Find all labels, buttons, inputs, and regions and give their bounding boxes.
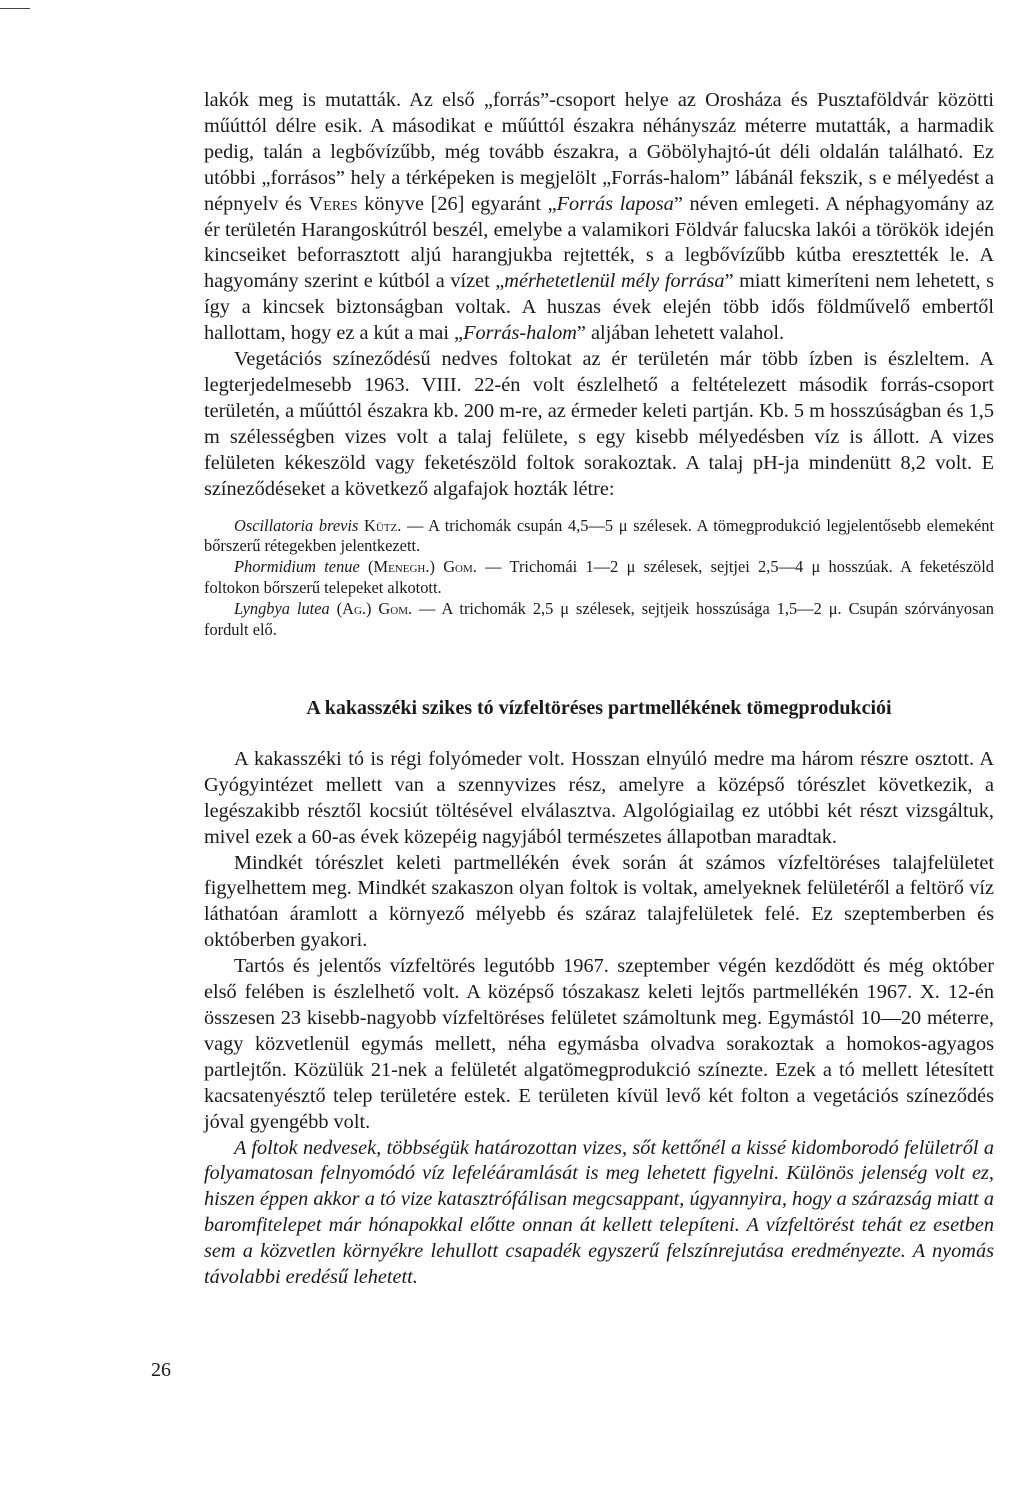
page-number: 26 xyxy=(151,1359,171,1381)
scan-edge-mark xyxy=(0,8,30,9)
italic-forrás-halom: Forrás-halom xyxy=(463,322,577,345)
section-heading: A kakasszéki szikes tó vízfeltöréses partmellékének tömegprodukciói xyxy=(306,696,892,719)
italic-forrás-laposa: Forrás laposa xyxy=(556,192,674,215)
species-item xyxy=(204,557,994,599)
italic-mély-forrása: mérhetetlenül mély forrása xyxy=(504,270,725,293)
paragraph-italic-foltok: A foltok nedvesek, többségük határozottan vizes, sőt kettőnél a kissé kidomborodó felületről a folyamatosan felnyomódó víz lefeléáramlását is meg lehetett figyelni. Különös jelenség volt ez, hiszen éppen akkor a tó vize katasztrófálisan megcsappant, úgyannyira, hogy a szárazság miatt a baromfitelepet már hónapokkal előtte onnan át kellett telepíteni. A vízfeltörést tehát ez esetben sem a közvetlen környékre lehullott csapadék egyszerű felszínrejutása eredményezte. A nyomás távolabbi eredésű lehetett. xyxy=(204,1136,994,1289)
species-author: (Menegh.) Gom. xyxy=(368,557,477,577)
species-list xyxy=(204,516,994,641)
section-kakasszék-text xyxy=(204,747,994,1291)
section-forrás-text xyxy=(204,88,994,503)
paragraph-vízfeltörés: Tartós és jelentős vízfeltörés legutóbb 1967. szeptember végén kezdődött és még október első felében is észlelhető volt. A középső tószakasz keleti lejtős partmellékén 1967. X. 12-én összesen 23 kisebb-nagyobb vízfeltöréses felületet számoltunk meg. Egymástól 10—20 méterre, vagy közvetlenül egymás mellett, néha egymásba olvadva sorakoztak a homokos-agyagos partlejtőn. Közülük 21-nek a felületét algatömegprodukció színezte. Ezek a tó mellett létesített kacsatenyésztő telep területére estek. E területen kívül levő két folton a vegetációs színeződés jóval gyengébb volt. xyxy=(204,955,994,1133)
author-veres: Veres xyxy=(308,192,358,215)
paragraph-kakasszéki-tó: A kakasszéki tó is régi folyómeder volt. Hosszan elnyúló medre ma három részre osztott. A Gyógyintézet mellett van a szennyvizes rész, amelyre a középső tórészlet következik, a legészakibb résztől kocsiút töltésével elválasztva. Algológiailag ez utóbbi két részt vizsgáltuk, mivel ezek a 60-as évek közepéig nagyjából természetes állapotban maradtak. xyxy=(204,747,994,848)
species-item xyxy=(204,516,994,558)
species-item xyxy=(204,599,994,641)
species-description: — A trichomák 2,5 μ szélesek, sejtjeik hosszúsága 1,5—2 μ. Csupán szórványosan fordult elő. xyxy=(204,599,994,640)
paragraph-tórészlet: Mindkét tórészlet keleti partmellékén évek során át számos vízfeltöréses talajfelületet figyelhettem meg. Mindkét szakaszon olyan foltok is voltak, amelyeknek felületéről a feltörő víz láthatóan áramlott a környező mélyebb és száraz talajfelületek felé. Ez szeptemberben és októberben gyakori. xyxy=(204,851,994,952)
species-author: Kütz. xyxy=(364,515,402,535)
paragraph-forrás-halom: lakók meg is mutatták. Az első „forrás”-csoport helye az Orosháza és Pusztaföldvár közötti műúttól délre esik. A másodikat e műúttól északra néhányszáz méterre mutatták, a harmadik pedig, talán a legbővízűbb, még tovább északra, a Göbölyhajtó-út déli oldalán található. Ez utóbbi „forrásos” hely a térképeken is megjelölt „Forrás-halom” lábánál fekszik, s e mélyedést a népnyelv és Veres könyve [26] egyaránt „Forrás laposa” néven emlegeti. A néphagyomány az ér területén Harangoskútról beszél, emelybe a valamikori Földvár falucska lakói a törökök idején kincseiket beforrasztott aljú harangjukba rejtették, s a legbővízűbb kútba eresztették le. A hagyomány szerint e kútból a vízet „mérhetetlenül mély forrása” miatt kimeríteni nem lehetett, s így a kincsek biztonságban voltak. A huszas évek elején több idős földművelő embertől hallottam, hogy ez a kút a mai „Forrás-halom” aljában lehetett valahol. xyxy=(204,89,994,345)
species-name: Phormidium tenue xyxy=(234,557,360,577)
paragraph-vegetációs: Vegetációs színeződésű nedves foltokat az ér területén már több ízben is észleltem. A legterjedelmesebb 1963. VIII. 22-én volt észlelhető a feltételezett második forrás-csoport területén, a műúttól északra kb. 200 m-re, az érmeder keleti partján. Kb. 5 m hosszúságban és 1,5 m szélességben vizes volt a talaj felülete, s egy kisebb mélyedésben víz is állott. A vizes felületen kékeszöld vagy feketészöld foltok sorakoztak. A talaj pH-ja mindenütt 8,2 volt. E színeződéseket a következő algafajok hozták létre: xyxy=(204,348,994,500)
page-content xyxy=(204,88,994,1291)
species-description: — Trichomái 1—2 μ szélesek, sejtjei 2,5—4 μ hosszúak. A feketészöld foltokon bőrszerű telepeket alkotott. xyxy=(204,557,994,598)
species-name: Oscillatoria brevis xyxy=(234,515,359,535)
species-author: (Ag.) Gom. xyxy=(336,599,413,619)
species-name: Lyngbya lutea xyxy=(234,599,330,619)
species-description: — A trichomák csupán 4,5—5 μ szélesek. A tömegprodukció legjelentősebb elemeként bőrszerű rétegekben jelentkezett. xyxy=(204,515,994,556)
